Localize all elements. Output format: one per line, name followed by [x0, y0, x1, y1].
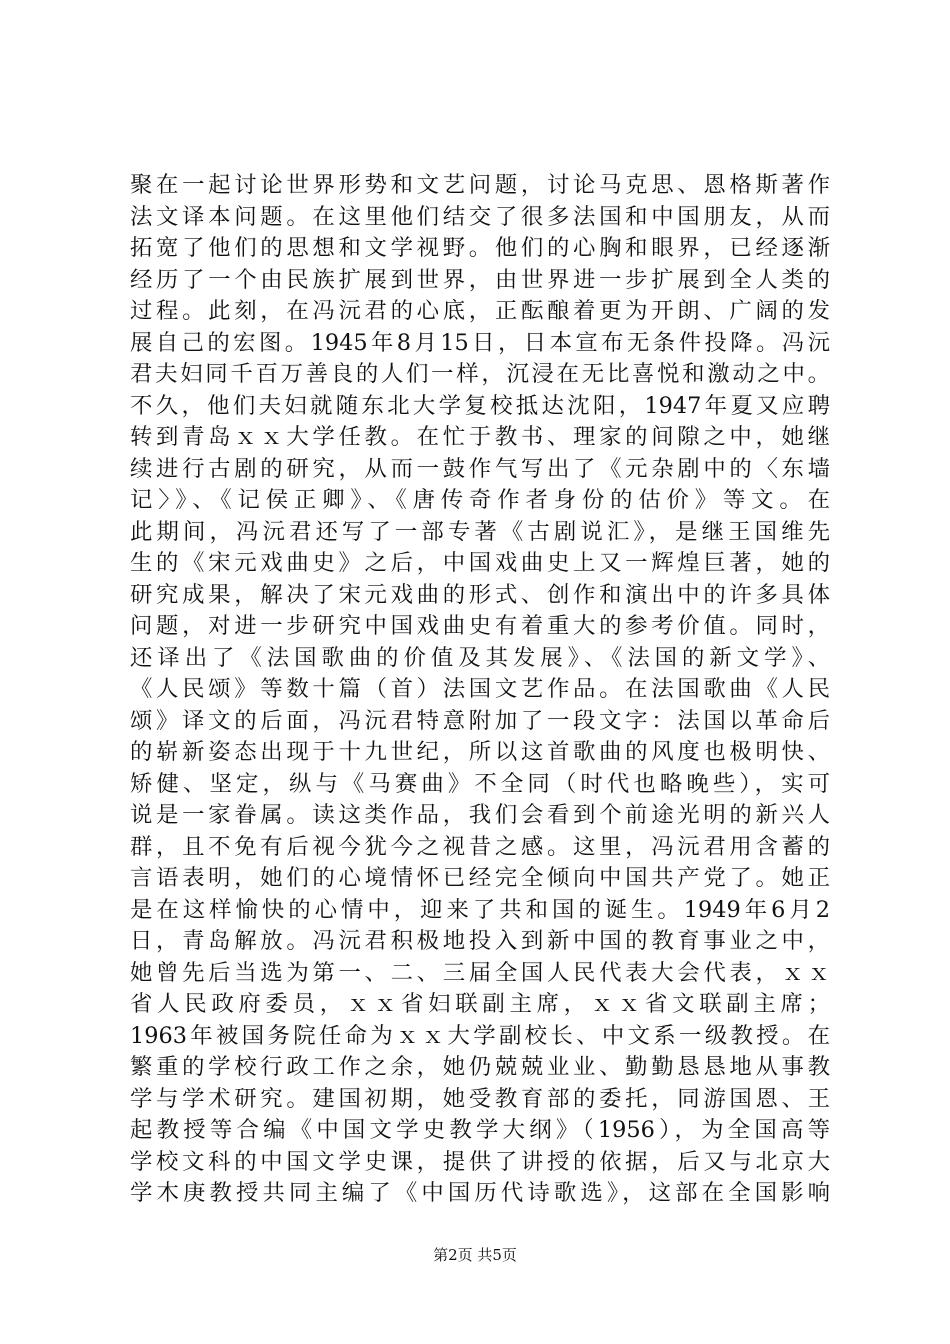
text-line: 说是一家眷属。读这类作品，我们会看到个前途光明的新兴人 [130, 802, 830, 828]
text-line: 是在这样愉快的心情中，迎来了共和国的诞生。1949年6月2 [130, 896, 830, 923]
text-line: 研究成果，解决了宋元戏曲的形式、创作和演出中的许多具体 [130, 581, 830, 608]
text-line: 君夫妇同千百万善良的人们一样，沉浸在无比喜悦和激动之中。 [130, 361, 830, 387]
text-line: 言语表明，她们的心境情怀已经完全倾向中国共产党了。她正 [130, 865, 830, 891]
text-line: 此期间，冯沅君还写了一部专著《古剧说汇》，是继王国维先 [130, 518, 830, 545]
text-line: 过程。此刻，在冯沅君的心底，正酝酿着更为开朗、广阔的发 [130, 298, 830, 324]
text-line: 拓宽了他们的思想和文学视野。他们的心胸和眼界，已经逐渐 [130, 235, 830, 261]
text-line: 矫健、坚定，纵与《马赛曲》不全同（时代也略晚些），实可 [130, 770, 830, 797]
text-line: 还译出了《法国歌曲的价值及其发展》、《法国的新文学》、 [130, 644, 830, 671]
text-line: 聚在一起讨论世界形势和文艺问题，讨论马克思、恩格斯著作 [130, 172, 830, 198]
text-line: 起教授等合编《中国文学史教学大纲》（1956），为全国高等 [130, 1117, 830, 1143]
body-text [130, 170, 830, 1210]
text-line: 续进行古剧的研究，从而一鼓作气写出了《元杂剧中的〈东墙 [130, 455, 830, 482]
text-line: 日，青岛解放。冯沅君积极地投入到新中国的教育事业之中， [130, 928, 830, 954]
text-line: 《人民颂》等数十篇（首）法国文艺作品。在法国歌曲《人民 [130, 676, 830, 702]
text-line: 不久，他们夫妇就随东北大学复校抵达沈阳，1947年夏又应聘 [130, 392, 830, 419]
text-line: 学木庚教授共同主编了《中国历代诗歌选》，这部在全国影响 [130, 1180, 830, 1206]
text-line: 省人民政府委员，ｘｘ省妇联副主席，ｘｘ省文联副主席； [130, 991, 830, 1017]
text-line: 她曾先后当选为第一、二、三届全国人民代表大会代表，ｘｘ [130, 959, 830, 986]
text-line: 展自己的宏图。1945年8月15日，日本宣布无条件投降。冯沅 [130, 329, 830, 356]
text-line: 的崭新姿态出现于十九世纪，所以这首歌曲的风度也极明快、 [130, 739, 830, 765]
text-line: 学与学术研究。建国初期，她受教育部的委托，同游国恩、王 [130, 1085, 830, 1112]
page-footer: 第2页 共5页 [433, 1246, 517, 1264]
text-line: 群，且不免有后视今犹今之视昔之感。这里，冯沅君用含蓄的 [130, 833, 830, 860]
text-line: 转到青岛ｘｘ大学任教。在忙于教书、理家的间隙之中，她继 [130, 424, 830, 450]
text-line: 记〉》、《记侯正卿》、《唐传奇作者身份的估价》等文。在 [130, 487, 830, 513]
text-line: 生的《宋元戏曲史》之后，中国戏曲史上又一辉煌巨著，她的 [130, 550, 830, 576]
text-line: 1963年被国务院任命为ｘｘ大学副校长、中文系一级教授。在 [130, 1022, 830, 1049]
text-line: 颂》译文的后面，冯沅君特意附加了一段文字：法国以革命后 [130, 707, 830, 734]
text-line: 经历了一个由民族扩展到世界，由世界进一步扩展到全人类的 [130, 266, 830, 293]
text-line: 学校文科的中国文学史课，提供了讲授的依据，后又与北京大 [130, 1148, 830, 1175]
text-line: 问题，对进一步研究中国戏曲史有着重大的参考价值。同时， [130, 613, 830, 639]
text-line: 繁重的学校行政工作之余，她仍兢兢业业、勤勤恳恳地从事教 [130, 1054, 830, 1080]
text-line: 法文译本问题。在这里他们结交了很多法国和中国朋友，从而 [130, 203, 830, 230]
